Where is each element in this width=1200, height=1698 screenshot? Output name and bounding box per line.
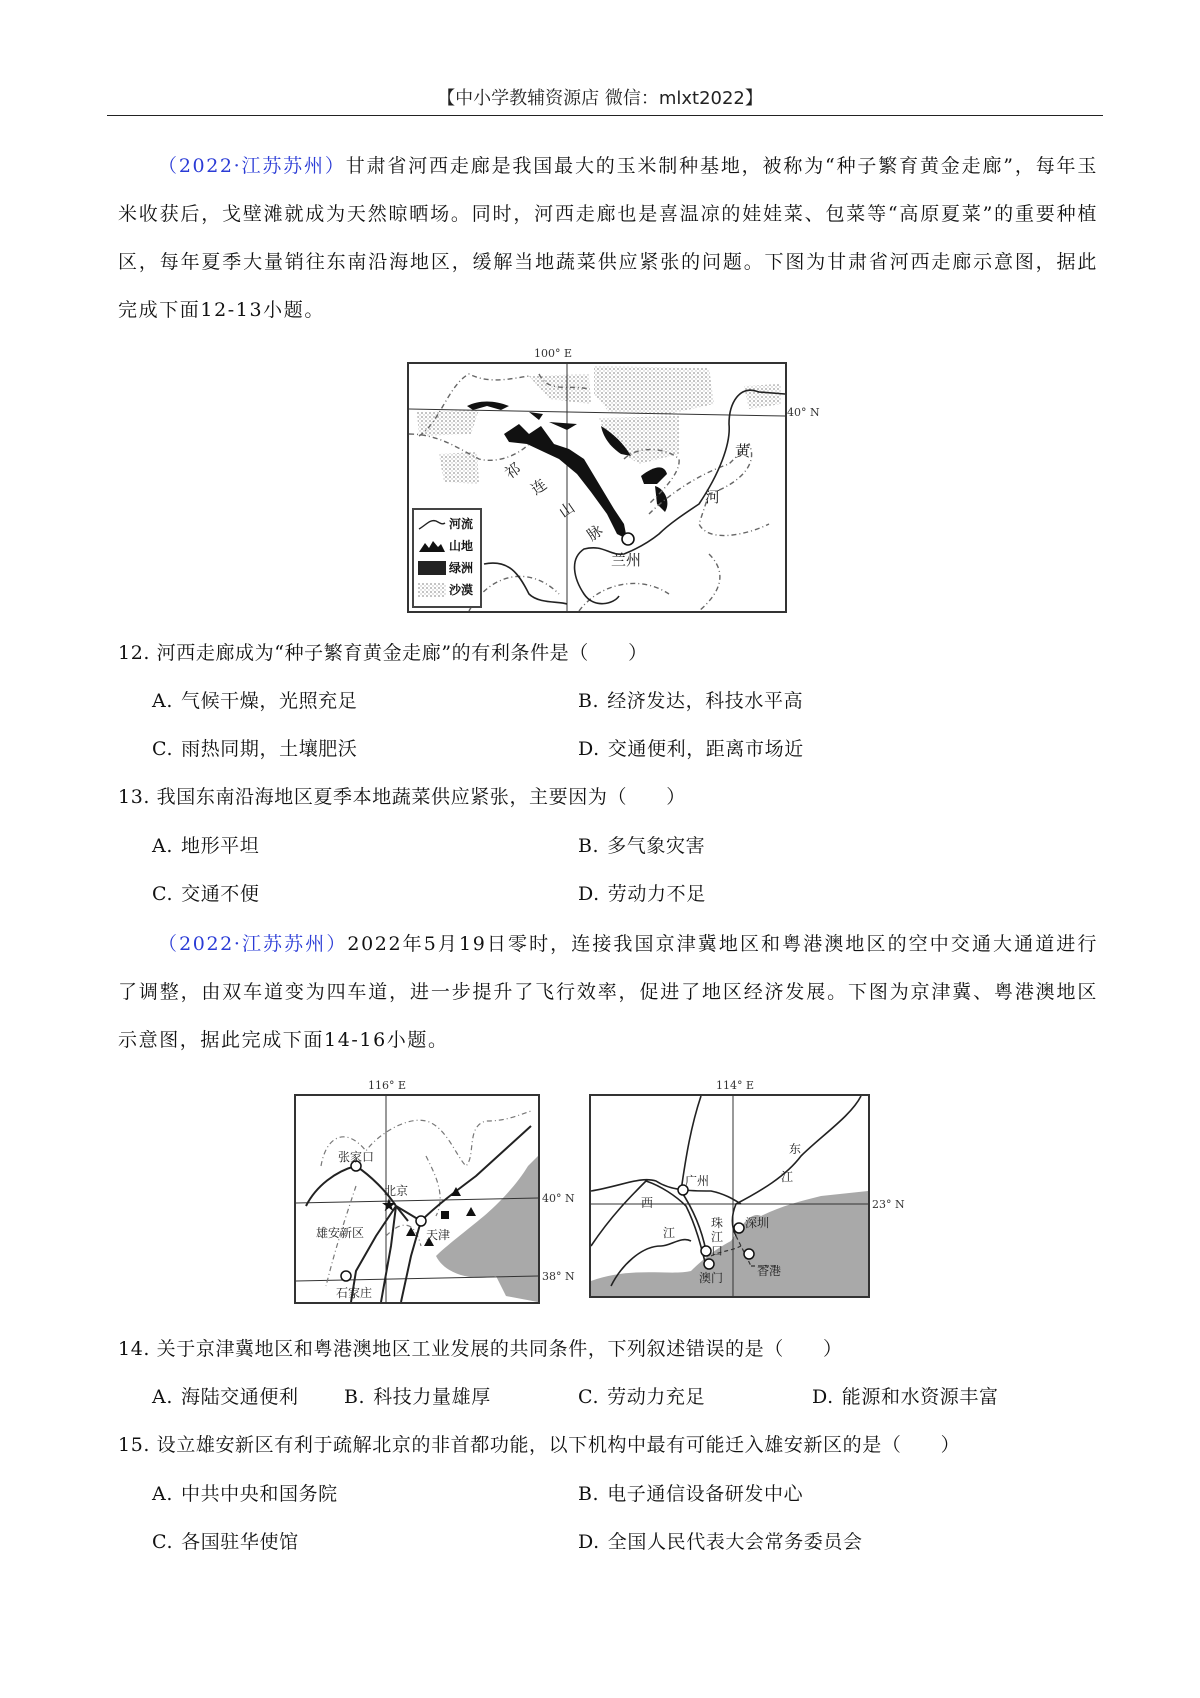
legend-item-mountain: 山地 — [418, 536, 478, 556]
map-jingjinji-drawing — [296, 1096, 538, 1302]
question-13-stem: 13. 我国东南沿海地区夏季本地蔬菜供应紧张，主要因为（ ） — [118, 786, 686, 808]
legend-item-oasis: 绿洲 — [418, 558, 478, 578]
mountain-label: 脉 — [583, 521, 607, 545]
passage-2-source: （2022·江苏苏州） — [158, 933, 348, 955]
sea-area — [591, 1191, 868, 1296]
river-label: 西 — [641, 1196, 654, 1210]
question-15-option-c[interactable]: C. 各国驻华使馆 — [152, 1531, 299, 1553]
parallel-label: 23° N — [872, 1198, 905, 1211]
passage-1-text: 甘肃省河西走廊是我国最大的玉米制种基地，被称为“种子繁育黄金走廊”，每年玉米收获后，戈壁滩就成为天然晾晒场。同时，河西走廊也是喜温凉的娃娃菜、包菜等“高原夏菜”的重要种植区，每年夏季大量销往东南沿海地区，缓解当地蔬菜供应紧张的问题。下图为甘肃省河西走廊示意图，据此完成下面12-13小题。 — [118, 155, 1098, 321]
question-13-option-c[interactable]: C. 交通不便 — [152, 883, 260, 905]
river-icon — [418, 517, 446, 531]
question-13-option-b[interactable]: B. 多气象灾害 — [578, 835, 706, 857]
legend-item-river: 河流 — [418, 514, 478, 534]
question-13-option-a[interactable]: A. 地形平坦 — [152, 835, 260, 857]
hongkong-marker — [744, 1249, 754, 1259]
question-14-option-b[interactable]: B. 科技力量雄厚 — [344, 1386, 491, 1408]
tianjin-marker — [416, 1216, 426, 1226]
shenzhen-marker — [734, 1223, 744, 1233]
desert-area — [417, 410, 479, 436]
desert-icon — [418, 583, 446, 597]
mountain-icon — [418, 539, 446, 553]
question-14-option-d[interactable]: D. 能源和水资源丰富 — [812, 1386, 999, 1408]
question-12-option-d[interactable]: D. 交通便利，距离市场近 — [578, 738, 804, 760]
map-hexi-corridor — [407, 347, 820, 613]
river-label: 江 — [781, 1170, 794, 1184]
macao-marker — [704, 1259, 714, 1269]
oasis — [529, 412, 543, 420]
header-divider — [107, 115, 1103, 116]
question-14-stem: 14. 关于京津冀地区和粤港澳地区工业发展的共同条件，下列叙述错误的是（ ） — [118, 1338, 843, 1360]
question-15-stem: 15. 设立雄安新区有利于疏解北京的非首都功能，以下机构中最有可能迁入雄安新区的是（ ） — [118, 1434, 961, 1456]
river-label: 珠 — [711, 1216, 724, 1230]
meridian-label: 100° E — [534, 347, 573, 360]
city-label-tianjin: 天津 — [426, 1228, 451, 1242]
river-label: 黄 — [735, 442, 751, 460]
map-gba — [589, 1079, 905, 1298]
city-label-lanzhou: 兰州 — [611, 551, 642, 569]
passage-1 — [118, 142, 1098, 334]
mountain-label: 山 — [555, 498, 579, 522]
page-header: 【中小学教辅资源店 微信：mlxt2022】 — [437, 88, 763, 109]
lanzhou-city-marker — [622, 533, 634, 545]
parallel-label: 38° N — [542, 1270, 575, 1283]
city-label-shijiazhuang: 石家庄 — [336, 1286, 373, 1300]
city-label-beijing: 北京 — [384, 1184, 409, 1198]
river-label: 江 — [663, 1226, 676, 1240]
oasis — [655, 486, 667, 512]
map-jingjinji — [294, 1079, 575, 1304]
city-label-guangzhou: 广州 — [685, 1174, 710, 1188]
city-label-shenzhen: 深圳 — [745, 1216, 770, 1230]
desert-area — [744, 384, 781, 409]
question-12-option-b[interactable]: B. 经济发达，科技水平高 — [578, 690, 804, 712]
zhuhai-marker — [701, 1246, 711, 1256]
city-label-hongkong: 香港 — [757, 1264, 782, 1278]
mountain-label: 连 — [527, 475, 551, 499]
city-label-xiongan: 雄安新区 — [316, 1226, 365, 1240]
river-label: 东 — [789, 1142, 802, 1156]
oasis — [641, 467, 667, 484]
question-14-option-a[interactable]: A. 海陆交通便利 — [152, 1386, 299, 1408]
question-12-stem: 12. 河西走廊成为“种子繁育黄金走廊”的有利条件是（ ） — [118, 642, 648, 664]
question-13-option-d[interactable]: D. 劳动力不足 — [578, 883, 706, 905]
map-gba-drawing — [591, 1096, 868, 1296]
question-15-option-d[interactable]: D. 全国人民代表大会常务委员会 — [578, 1531, 863, 1553]
legend-item-desert: 沙漠 — [418, 580, 478, 600]
oasis — [549, 422, 577, 430]
river-label: 河 — [705, 488, 721, 506]
river — [484, 563, 567, 604]
parallel-label: 40° N — [542, 1192, 575, 1205]
passage-2 — [118, 920, 1098, 1064]
question-14-option-c[interactable]: C. 劳动力充足 — [578, 1386, 706, 1408]
shijiazhuang-marker — [341, 1271, 351, 1281]
resource-square-icon — [441, 1211, 449, 1219]
question-15-option-b[interactable]: B. 电子通信设备研发中心 — [578, 1483, 804, 1505]
question-12-option-c[interactable]: C. 雨热同期，土壤肥沃 — [152, 738, 358, 760]
question-15-option-a[interactable]: A. 中共中央和国务院 — [152, 1483, 338, 1505]
river-label: 口 — [711, 1244, 724, 1258]
question-12-option-a[interactable]: A. 气候干燥，光照充足 — [152, 690, 358, 712]
mountain-label: 祁 — [501, 459, 525, 483]
passage-2-text: 2022年5月19日零时，连接我国京津冀地区和粤港澳地区的空中交通大通道进行了调整，由双车道变为四车道，进一步提升了飞行效率，促进了地区经济发展。下图为京津冀、粤港澳地区示意图，据此完成下面14-16小题。 — [118, 933, 1098, 1051]
meridian-label: 114° E — [716, 1079, 755, 1092]
parallel-label: 40° N — [787, 406, 820, 419]
city-label-macao: 澳门 — [699, 1271, 724, 1285]
desert-area — [529, 374, 591, 404]
oasis-icon — [418, 561, 446, 575]
river-label: 江 — [711, 1230, 724, 1244]
sea-area — [436, 1156, 538, 1302]
beijing-star-icon: ★ — [380, 1195, 398, 1216]
desert-area — [594, 366, 714, 414]
meridian-label: 116° E — [368, 1079, 407, 1092]
desert-area — [439, 452, 479, 484]
oasis — [467, 402, 509, 411]
passage-1-source: （2022·江苏苏州） — [158, 155, 346, 177]
city-label-zhangjiakou: 张家口 — [338, 1150, 375, 1164]
map-legend — [412, 508, 482, 608]
